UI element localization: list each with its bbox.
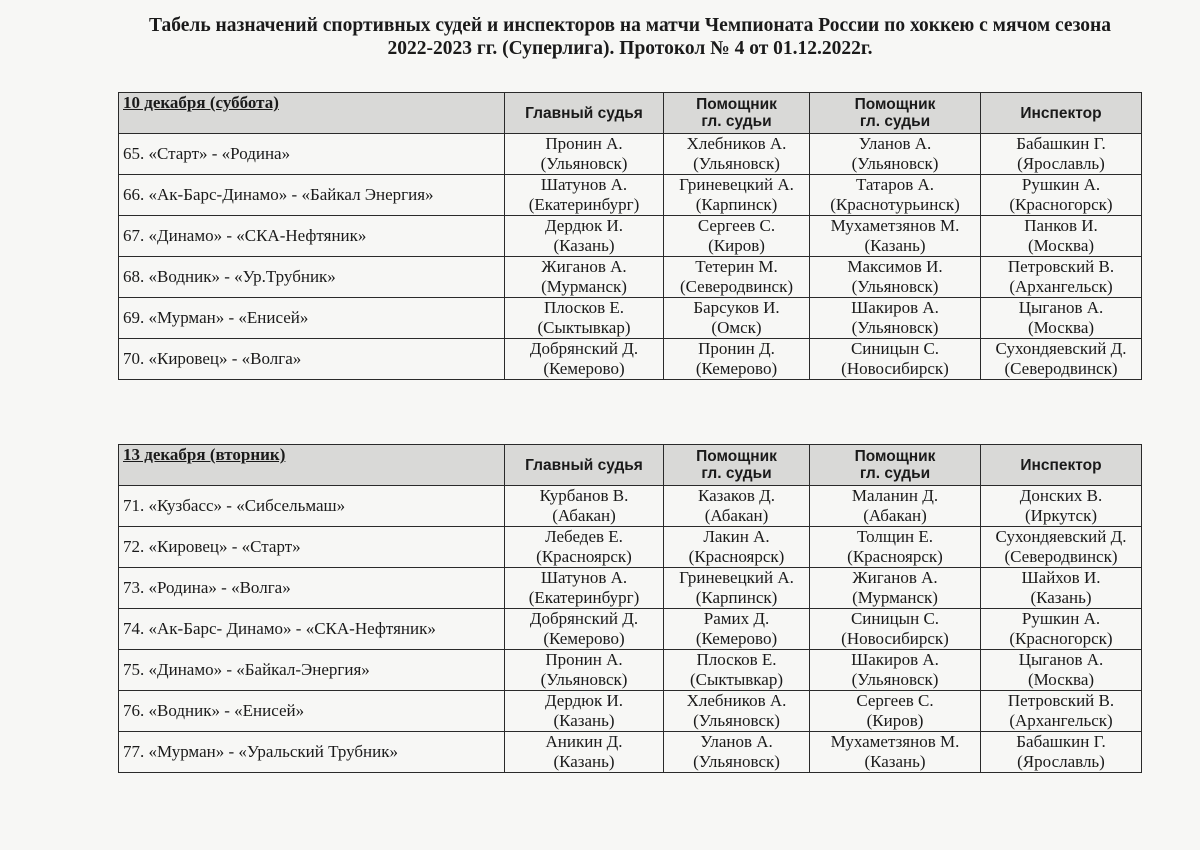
inspector-cell — [981, 650, 1142, 691]
day-date-label: 13 декабря (вторник) — [119, 445, 505, 486]
assistant-2-cell — [810, 257, 981, 298]
title-line-2: 2022-2023 гг. (Суперлига). Протокол № 4 от 01.12.2022г. — [387, 38, 873, 59]
cell-line: (Ярославль) — [1017, 752, 1105, 771]
assistant-1-cell — [664, 568, 810, 609]
inspector-cell — [981, 486, 1142, 527]
cell-line: Плосков Е. — [543, 298, 625, 317]
cell-line: (Москва) — [1027, 318, 1095, 337]
cell-line: Хлебников А. — [686, 134, 787, 153]
assistant-2-cell — [810, 134, 981, 175]
cell-line: (Москва) — [1027, 670, 1095, 689]
cell-line: (Красноярск) — [847, 547, 943, 566]
cell-line: (Екатеринбург) — [528, 588, 640, 607]
cell-line: (Ульяновск) — [540, 670, 628, 689]
cell-line: (Красногорск) — [1009, 629, 1113, 648]
cell-line: Цыганов А. — [1018, 650, 1104, 669]
match-cell: 68. «Водник» - «Ур.Трубник» — [119, 257, 505, 298]
cell-line: (Казань) — [1030, 588, 1092, 607]
cell-line: Толщин Е. — [856, 527, 934, 546]
inspector-cell — [981, 175, 1142, 216]
cell-line: (Ульяновск) — [851, 154, 939, 173]
cell-line: (Северодвинск) — [1004, 547, 1118, 566]
day-date-label: 10 декабря (суббота) — [119, 93, 505, 134]
assistant-2-cell — [810, 298, 981, 339]
cell-line: (Карпинск) — [695, 588, 778, 607]
cell-line: Добрянский Д. — [529, 339, 639, 358]
cell-line: Шакиров А. — [851, 298, 939, 317]
cell-line: (Казань) — [553, 236, 615, 255]
match-cell: 73. «Родина» - «Волга» — [119, 568, 505, 609]
cell-line: Шатунов А. — [540, 568, 628, 587]
cell-line: (Мурманск) — [541, 277, 627, 296]
table-row — [119, 216, 1142, 257]
assistant-2-cell — [810, 216, 981, 257]
document-title — [100, 14, 1160, 60]
table-row — [119, 175, 1142, 216]
cell-line: (Сыктывкар) — [537, 318, 631, 337]
cell-line: (Кемерово) — [695, 359, 778, 378]
inspector-cell — [981, 732, 1142, 773]
cell-line: Лакин А. — [703, 527, 770, 546]
assistant-2-cell — [810, 691, 981, 732]
cell-line: (Ульяновск) — [693, 752, 780, 771]
cell-line: Уланов А. — [858, 134, 932, 153]
match-cell: 69. «Мурман» - «Енисей» — [119, 298, 505, 339]
table-row — [119, 486, 1142, 527]
cell-line: Хлебников А. — [686, 691, 787, 710]
cell-line: Мухаметзянов М. — [830, 732, 960, 751]
header-assistant-2 — [810, 93, 981, 134]
cell-line: (Киров) — [708, 236, 765, 255]
table-row — [119, 527, 1142, 568]
assistant-1-cell — [664, 339, 810, 380]
assistant-1-cell — [664, 298, 810, 339]
cell-line: (Новосибирск) — [841, 359, 949, 378]
cell-line: Тетерин М. — [695, 257, 778, 276]
table-row — [119, 298, 1142, 339]
cell-line: (Ульяновск) — [540, 154, 628, 173]
cell-line: гл. судьи — [859, 113, 931, 130]
match-cell: 72. «Кировец» - «Старт» — [119, 527, 505, 568]
cell-line: (Ульяновск) — [851, 318, 939, 337]
cell-line: (Ульяновск) — [693, 711, 780, 730]
cell-line: гл. судьи — [859, 465, 931, 482]
cell-line: (Абакан) — [863, 506, 927, 525]
assistant-1-cell — [664, 650, 810, 691]
cell-line: Барсуков И. — [693, 298, 780, 317]
cell-line: Казаков Д. — [698, 486, 775, 505]
cell-line: (Архангельск) — [1009, 277, 1113, 296]
cell-line: Гриневецкий А. — [679, 175, 794, 194]
cell-line: Донских В. — [1019, 486, 1103, 505]
schedule-table-dec-10 — [118, 92, 1142, 380]
assistant-2-cell — [810, 175, 981, 216]
inspector-cell — [981, 339, 1142, 380]
assistant-1-cell — [664, 691, 810, 732]
inspector-cell — [981, 609, 1142, 650]
cell-line: Аникин Д. — [545, 732, 623, 751]
cell-line: (Омск) — [711, 318, 762, 337]
cell-line: (Екатеринбург) — [528, 195, 640, 214]
cell-line: (Казань) — [553, 752, 615, 771]
cell-line: Шакиров А. — [851, 650, 939, 669]
assistant-2-cell — [810, 732, 981, 773]
cell-line: Петровский В. — [1007, 257, 1115, 276]
cell-line: Петровский В. — [1007, 691, 1115, 710]
cell-line: (Абакан) — [552, 506, 616, 525]
table-row — [119, 257, 1142, 298]
cell-line: Цыганов А. — [1018, 298, 1104, 317]
cell-line: Сергеев С. — [856, 691, 934, 710]
header-main-referee: Главный судья — [505, 445, 664, 486]
match-cell: 75. «Динамо» - «Байкал-Энергия» — [119, 650, 505, 691]
cell-line: Помощник — [696, 96, 777, 113]
assistant-1-cell — [664, 257, 810, 298]
table-row — [119, 339, 1142, 380]
assistant-1-cell — [664, 527, 810, 568]
cell-line: Сухондяевский Д. — [995, 527, 1127, 546]
cell-line: Рушкин А. — [1021, 609, 1101, 628]
assistant-1-cell — [664, 216, 810, 257]
cell-line: (Архангельск) — [1009, 711, 1113, 730]
assistant-1-cell — [664, 175, 810, 216]
cell-line: Уланов А. — [700, 732, 773, 751]
cell-line: Пронин А. — [545, 650, 623, 669]
assistant-1-cell — [664, 732, 810, 773]
table-header-row — [119, 445, 1142, 486]
cell-line: (Северодвинск) — [1004, 359, 1118, 378]
assistant-1-cell — [664, 134, 810, 175]
cell-line: Синицын С. — [850, 609, 940, 628]
assistant-2-cell — [810, 650, 981, 691]
cell-line: Пронин А. — [545, 134, 623, 153]
cell-line: Бабашкин Г. — [1016, 732, 1106, 751]
match-cell: 65. «Старт» - «Родина» — [119, 134, 505, 175]
cell-line: Помощник — [854, 448, 936, 465]
cell-line: Помощник — [854, 96, 936, 113]
match-cell: 76. «Водник» - «Енисей» — [119, 691, 505, 732]
cell-line: Дердюк И. — [544, 216, 623, 235]
table-row — [119, 732, 1142, 773]
cell-line: (Москва) — [1027, 236, 1095, 255]
main-referee-cell — [505, 134, 664, 175]
main-referee-cell — [505, 175, 664, 216]
cell-line: (Ульяновск) — [851, 670, 939, 689]
main-referee-cell — [505, 257, 664, 298]
schedule-table-dec-13 — [118, 444, 1142, 773]
table-row — [119, 609, 1142, 650]
main-referee-cell — [505, 339, 664, 380]
cell-line: гл. судьи — [701, 465, 772, 482]
assistant-1-cell — [664, 486, 810, 527]
assistant-2-cell — [810, 568, 981, 609]
cell-line: Пронин Д. — [698, 339, 775, 358]
cell-line: (Новосибирск) — [841, 629, 949, 648]
assistant-1-cell — [664, 609, 810, 650]
header-assistant-1 — [664, 445, 810, 486]
cell-line: Татаров А. — [855, 175, 935, 194]
cell-line: (Краснотурьинск) — [830, 195, 960, 214]
cell-line: Помощник — [696, 448, 777, 465]
cell-line: (Сыктывкар) — [689, 670, 784, 689]
main-referee-cell — [505, 216, 664, 257]
cell-line: (Мурманск) — [852, 588, 938, 607]
table-row — [119, 134, 1142, 175]
cell-line: Рушкин А. — [1021, 175, 1101, 194]
cell-line: (Красногорск) — [1009, 195, 1113, 214]
main-referee-cell — [505, 650, 664, 691]
cell-line: Шайхов И. — [1021, 568, 1101, 587]
inspector-cell — [981, 298, 1142, 339]
cell-line: (Казань) — [864, 236, 926, 255]
main-referee-cell — [505, 609, 664, 650]
table-header-row — [119, 93, 1142, 134]
cell-line: (Кемерово) — [543, 629, 625, 648]
assistant-2-cell — [810, 339, 981, 380]
cell-line: Сергеев С. — [697, 216, 776, 235]
table-row — [119, 650, 1142, 691]
inspector-cell — [981, 134, 1142, 175]
cell-line: (Северодвинск) — [679, 277, 794, 296]
cell-line: (Ульяновск) — [693, 154, 780, 173]
cell-line: Маланин Д. — [851, 486, 939, 505]
cell-line: (Казань) — [553, 711, 615, 730]
cell-line: Шатунов А. — [540, 175, 628, 194]
cell-line: Сухондяевский Д. — [995, 339, 1127, 358]
cell-line: Жиганов А. — [852, 568, 938, 587]
title-line-1: Табель назначений спортивных судей и инспекторов на матчи Чемпионата России по хоккею с мячом сезона — [148, 15, 1112, 36]
cell-line: Добрянский Д. — [529, 609, 639, 628]
inspector-cell — [981, 257, 1142, 298]
cell-line: Синицын С. — [850, 339, 940, 358]
assistant-2-cell — [810, 609, 981, 650]
match-cell: 71. «Кузбасс» - «Сибсельмаш» — [119, 486, 505, 527]
assistant-2-cell — [810, 527, 981, 568]
inspector-cell — [981, 216, 1142, 257]
cell-line: (Кемерово) — [695, 629, 778, 648]
cell-line: Курбанов В. — [539, 486, 629, 505]
match-cell: 70. «Кировец» - «Волга» — [119, 339, 505, 380]
header-inspector: Инспектор — [981, 93, 1142, 134]
main-referee-cell — [505, 298, 664, 339]
cell-line: Плосков Е. — [696, 650, 777, 669]
main-referee-cell — [505, 527, 664, 568]
inspector-cell — [981, 527, 1142, 568]
cell-line: (Ульяновск) — [851, 277, 939, 296]
cell-line: Лебедев Е. — [545, 527, 623, 546]
header-inspector: Инспектор — [981, 445, 1142, 486]
main-referee-cell — [505, 486, 664, 527]
inspector-cell — [981, 568, 1142, 609]
cell-line: Гриневецкий А. — [679, 568, 794, 587]
cell-line: Максимов И. — [847, 257, 943, 276]
cell-line: Дердюк И. — [544, 691, 623, 710]
main-referee-cell — [505, 691, 664, 732]
header-main-referee: Главный судья — [505, 93, 664, 134]
cell-line: (Кемерово) — [543, 359, 625, 378]
table-row — [119, 691, 1142, 732]
cell-line: Мухаметзянов М. — [830, 216, 960, 235]
cell-line: (Казань) — [864, 752, 926, 771]
assistant-2-cell — [810, 486, 981, 527]
cell-line: (Иркутск) — [1024, 506, 1098, 525]
match-cell: 67. «Динамо» - «СКА-Нефтяник» — [119, 216, 505, 257]
cell-line: (Красноярск) — [688, 547, 785, 566]
cell-line: Бабашкин Г. — [1016, 134, 1106, 153]
cell-line: Рамих Д. — [703, 609, 770, 628]
cell-line: (Киров) — [866, 711, 924, 730]
cell-line: Жиганов А. — [541, 257, 627, 276]
cell-line: (Карпинск) — [695, 195, 778, 214]
main-referee-cell — [505, 568, 664, 609]
table-row — [119, 568, 1142, 609]
match-cell: 77. «Мурман» - «Уральский Трубник» — [119, 732, 505, 773]
match-cell: 74. «Ак-Барс- Динамо» - «СКА-Нефтяник» — [119, 609, 505, 650]
cell-line: гл. судьи — [701, 113, 772, 130]
cell-line: (Красноярск) — [536, 547, 632, 566]
cell-line: Панков И. — [1024, 216, 1098, 235]
cell-line: (Ярославль) — [1017, 154, 1105, 173]
inspector-cell — [981, 691, 1142, 732]
main-referee-cell — [505, 732, 664, 773]
header-assistant-1 — [664, 93, 810, 134]
cell-line: (Абакан) — [704, 506, 769, 525]
header-assistant-2 — [810, 445, 981, 486]
match-cell: 66. «Ак-Барс-Динамо» - «Байкал Энергия» — [119, 175, 505, 216]
